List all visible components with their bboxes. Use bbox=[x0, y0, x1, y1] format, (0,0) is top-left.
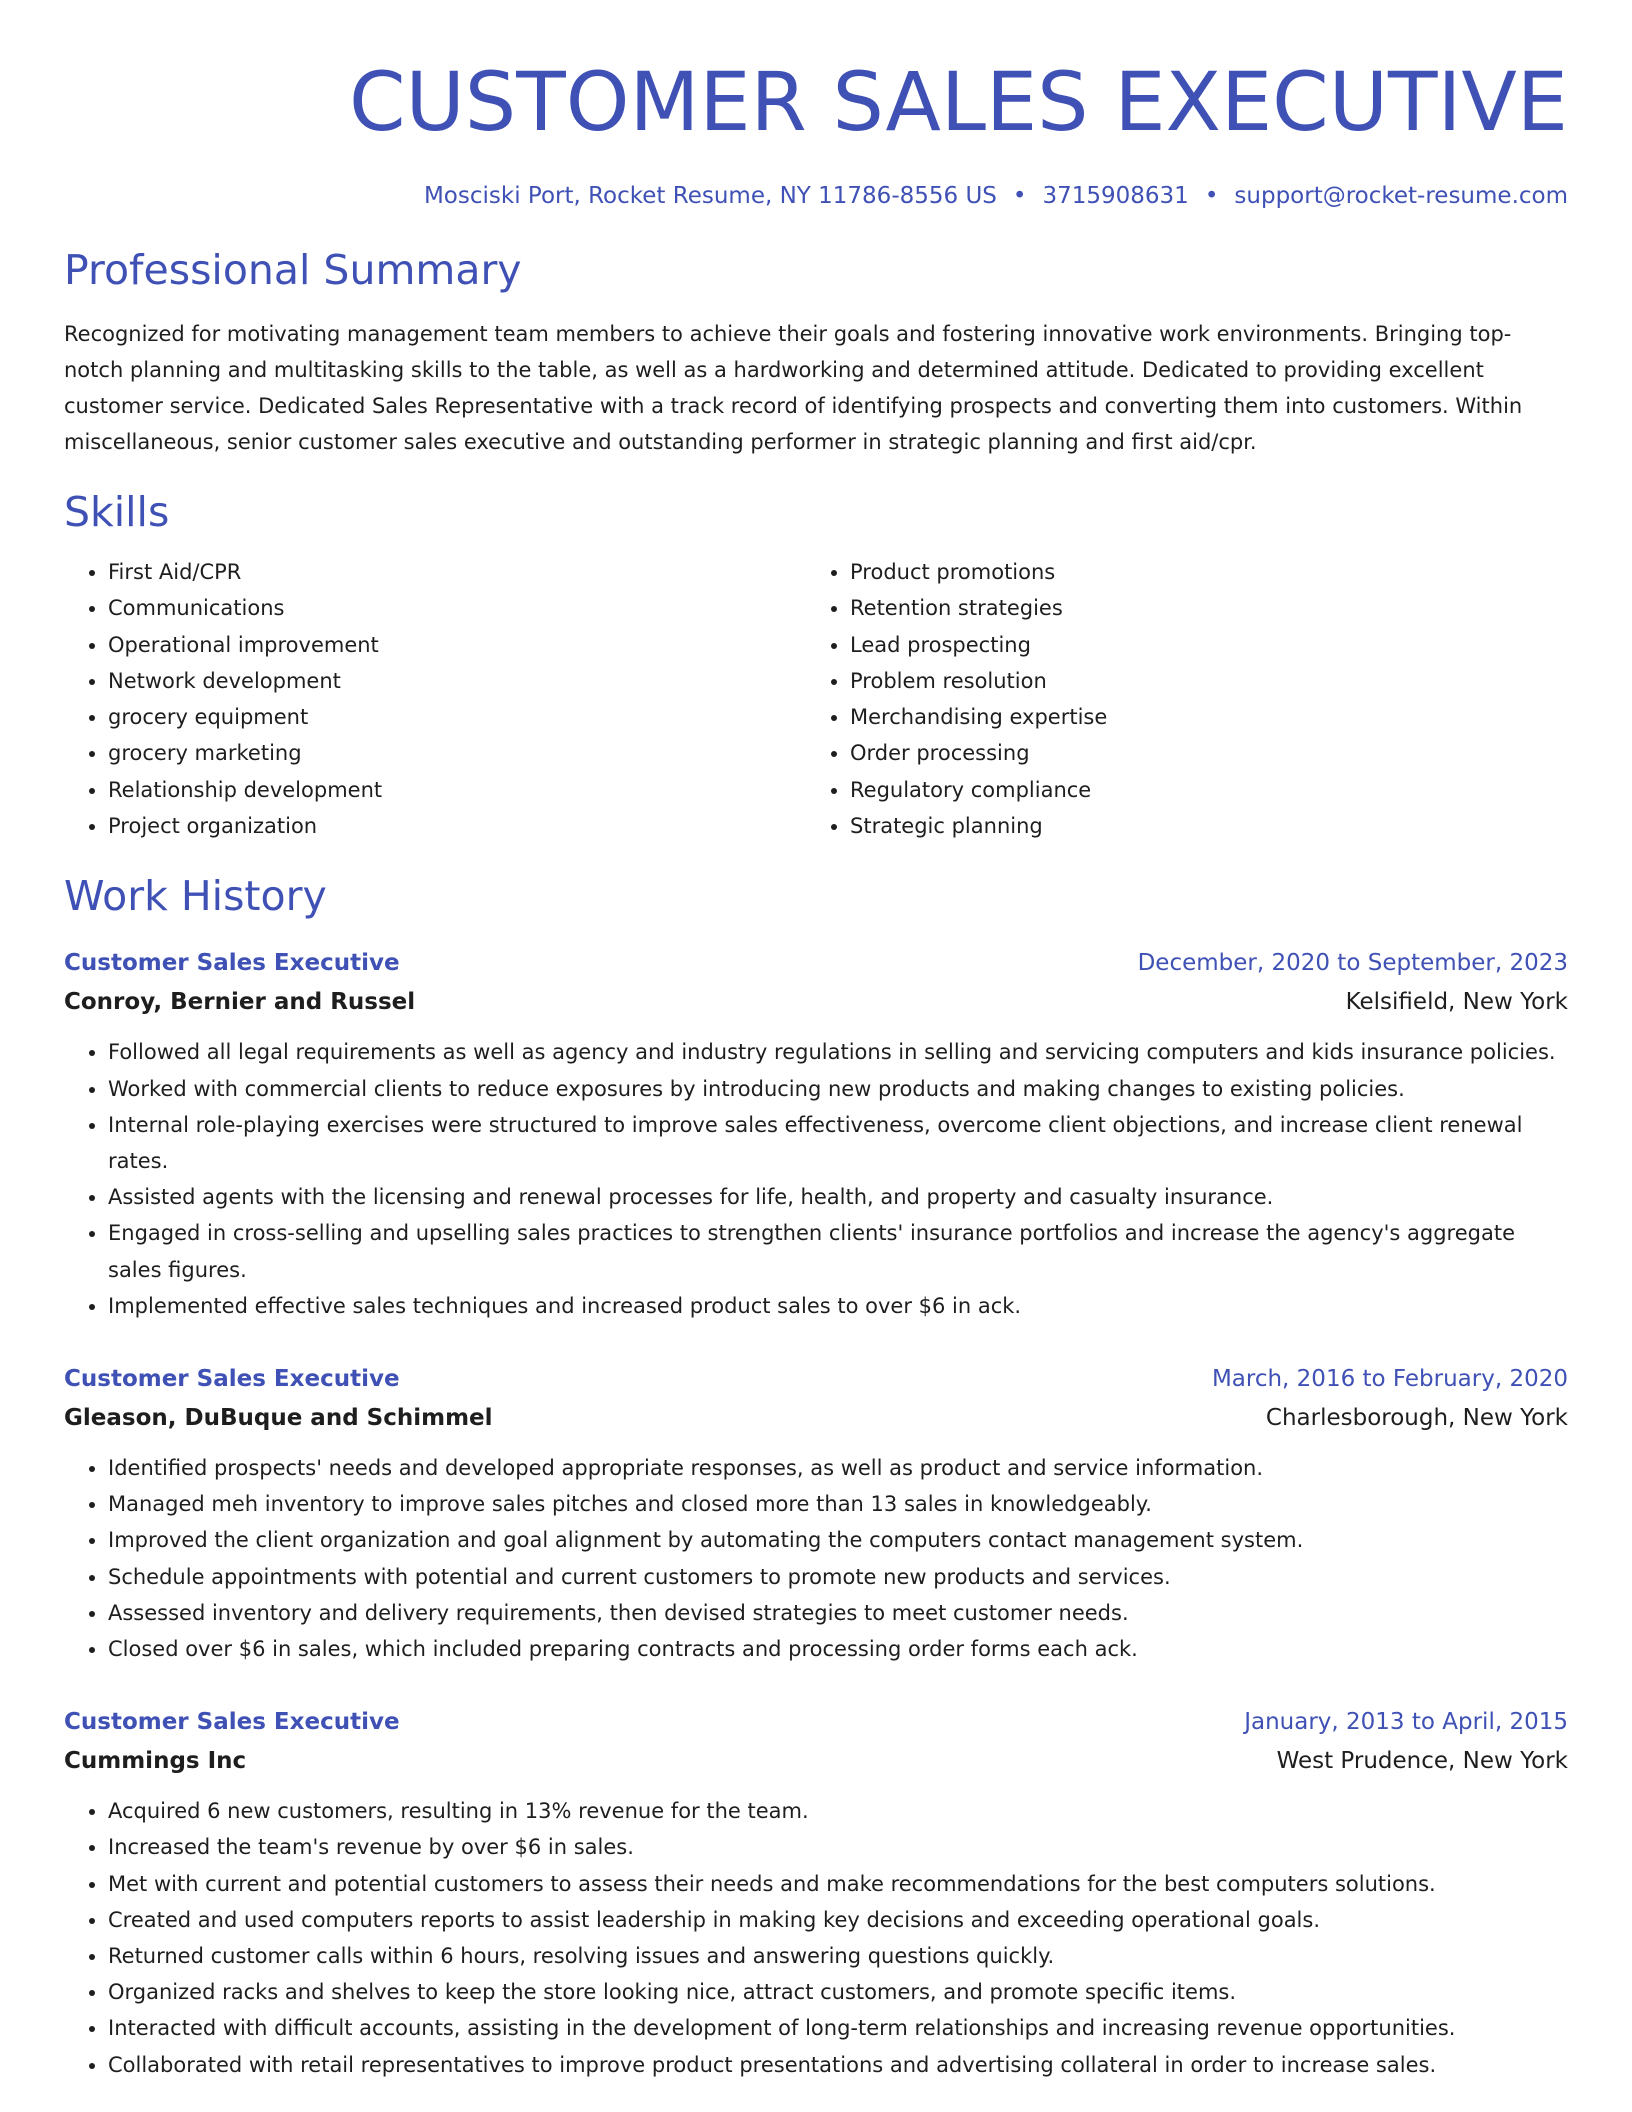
skill-item: • Product promotions bbox=[850, 554, 1548, 590]
skills-column-left bbox=[64, 554, 806, 844]
contact-line bbox=[64, 180, 1568, 212]
skill-item: • Operational improvement bbox=[108, 627, 806, 663]
contact-separator: • bbox=[1204, 183, 1219, 209]
job-company-row bbox=[64, 983, 1568, 1022]
job-bullet: • Assessed inventory and delivery requirements, then devised strategies to meet customer needs. bbox=[108, 1595, 1568, 1631]
contact-separator: • bbox=[1012, 183, 1027, 209]
resume-header bbox=[64, 0, 1568, 212]
job-bullet: • Identified prospects' needs and developed appropriate responses, as well as product and service information. bbox=[108, 1450, 1568, 1486]
job-bullet: • Created and used computers reports to assist leadership in making key decisions and exceeding operational goals. bbox=[108, 1902, 1568, 1938]
job-location: West Prudence, New York bbox=[1276, 1748, 1568, 1775]
job-location: Kelsifield, New York bbox=[1345, 989, 1568, 1016]
summary-text: Recognized for motivating management team members to achieve their goals and fostering innovative work environments. Bringing top-notch planning and multitasking skills to the table, as well as a hardworking and determined attitude. Dedicated to providing excellent customer service. Dedicated Sales Representative with a track record of identifying prospects and converting them into customers. Within miscellaneous, senior customer sales executive and outstanding performer in strategic planning and first aid/cpr. bbox=[64, 322, 1523, 454]
job-bullet: • Closed over $6 in sales, which included preparing contracts and processing order forms each ack. bbox=[108, 1631, 1568, 1667]
skill-item: • Regulatory compliance bbox=[850, 772, 1548, 808]
skill-item: • First Aid/CPR bbox=[108, 554, 806, 590]
job-bullet: • Internal role-playing exercises were structured to improve sales effectiveness, overcome client objections, and increase client renewal rates. bbox=[108, 1107, 1568, 1179]
job-bullet: • Organized racks and shelves to keep the store looking nice, attract customers, and promote specific items. bbox=[108, 1974, 1568, 2010]
candidate-name: CUSTOMER SALES EXECUTIVE bbox=[348, 56, 1568, 150]
job-dates: January, 2013 to April, 2015 bbox=[1244, 1709, 1568, 1736]
skill-item: • Merchandising expertise bbox=[850, 699, 1548, 735]
job-bullet: • Acquired 6 new customers, resulting in 13% revenue for the team. bbox=[108, 1793, 1568, 1829]
job-entry bbox=[64, 1703, 1568, 2083]
skills-heading: Skills bbox=[64, 488, 170, 536]
job-bullet: • Met with current and potential customers to assess their needs and make recommendations for the best computers solutions. bbox=[108, 1866, 1568, 1902]
skill-item: • Problem resolution bbox=[850, 663, 1548, 699]
skill-item: • Strategic planning bbox=[850, 808, 1548, 844]
job-company: Gleason, DuBuque and Schimmel bbox=[64, 1405, 493, 1431]
skill-item: • Communications bbox=[108, 590, 806, 626]
skill-item: • Order processing bbox=[850, 735, 1548, 771]
job-title-row bbox=[64, 944, 1568, 983]
skill-item: • Network development bbox=[108, 663, 806, 699]
job-bullets bbox=[64, 1793, 1568, 2083]
job-location: Charlesborough, New York bbox=[1265, 1405, 1568, 1431]
job-bullet: • Interacted with difficult accounts, assisting in the development of long-term relationships and increasing revenue opportunities. bbox=[108, 2010, 1568, 2046]
skills-column-right bbox=[806, 554, 1548, 844]
job-title: Customer Sales Executive bbox=[64, 1366, 400, 1392]
job-company-row bbox=[64, 1742, 1568, 1781]
summary-heading: Professional Summary bbox=[64, 246, 522, 294]
job-bullets bbox=[64, 1450, 1568, 1667]
job-bullet: • Increased the team's revenue by over $6 in sales. bbox=[108, 1829, 1568, 1865]
job-bullet: • Collaborated with retail representatives to improve product presentations and advertising collateral in order to increase sales. bbox=[108, 2047, 1568, 2083]
contact-address: Mosciski Port, Rocket Resume, NY 11786-8556 US bbox=[423, 183, 997, 209]
job-title-row bbox=[64, 1703, 1568, 1742]
skill-item: • Lead prospecting bbox=[850, 627, 1548, 663]
resume-page bbox=[64, 0, 1568, 2083]
skill-item: • Project organization bbox=[108, 808, 806, 844]
skill-item: • Retention strategies bbox=[850, 590, 1548, 626]
work-history-heading: Work History bbox=[64, 872, 327, 921]
job-bullet: • Engaged in cross-selling and upselling sales practices to strengthen clients' insurance portfolios and increase the agency's aggregate sales figures. bbox=[108, 1215, 1568, 1287]
job-bullet: • Schedule appointments with potential and current customers to promote new products and services. bbox=[108, 1559, 1568, 1595]
job-bullet: • Followed all legal requirements as well as agency and industry regulations in selling and servicing computers and kids insurance policies. bbox=[108, 1034, 1568, 1070]
skill-item: • grocery marketing bbox=[108, 735, 806, 771]
job-bullet: • Worked with commercial clients to reduce exposures by introducing new products and making changes to existing policies. bbox=[108, 1071, 1568, 1107]
contact-phone: 3715908631 bbox=[1042, 183, 1189, 209]
job-title: Customer Sales Executive bbox=[64, 1709, 400, 1736]
job-dates: December, 2020 to September, 2023 bbox=[1137, 950, 1568, 977]
skill-item: • Relationship development bbox=[108, 772, 806, 808]
job-bullet: • Assisted agents with the licensing and renewal processes for life, health, and property and casualty insurance. bbox=[108, 1179, 1568, 1215]
job-company: Conroy, Bernier and Russel bbox=[64, 989, 416, 1016]
job-bullet: • Managed meh inventory to improve sales pitches and closed more than 13 sales in knowledgeably. bbox=[108, 1486, 1568, 1522]
job-entry bbox=[64, 1360, 1568, 1667]
contact-email: support@rocket-resume.com bbox=[1234, 183, 1568, 209]
job-title-row bbox=[64, 1360, 1568, 1399]
job-bullet: • Improved the client organization and goal alignment by automating the computers contact management system. bbox=[108, 1522, 1568, 1558]
job-dates: March, 2016 to February, 2020 bbox=[1211, 1366, 1568, 1392]
skills-list bbox=[64, 554, 1568, 844]
job-bullet: • Implemented effective sales techniques and increased product sales to over $6 in ack. bbox=[108, 1288, 1568, 1324]
job-bullets bbox=[64, 1034, 1568, 1324]
job-entry bbox=[64, 944, 1568, 1324]
job-company-row bbox=[64, 1399, 1568, 1438]
job-bullet: • Returned customer calls within 6 hours, resolving issues and answering questions quickly. bbox=[108, 1938, 1568, 1974]
job-title: Customer Sales Executive bbox=[64, 950, 400, 977]
job-company: Cummings Inc bbox=[64, 1748, 247, 1775]
skill-item: • grocery equipment bbox=[108, 699, 806, 735]
